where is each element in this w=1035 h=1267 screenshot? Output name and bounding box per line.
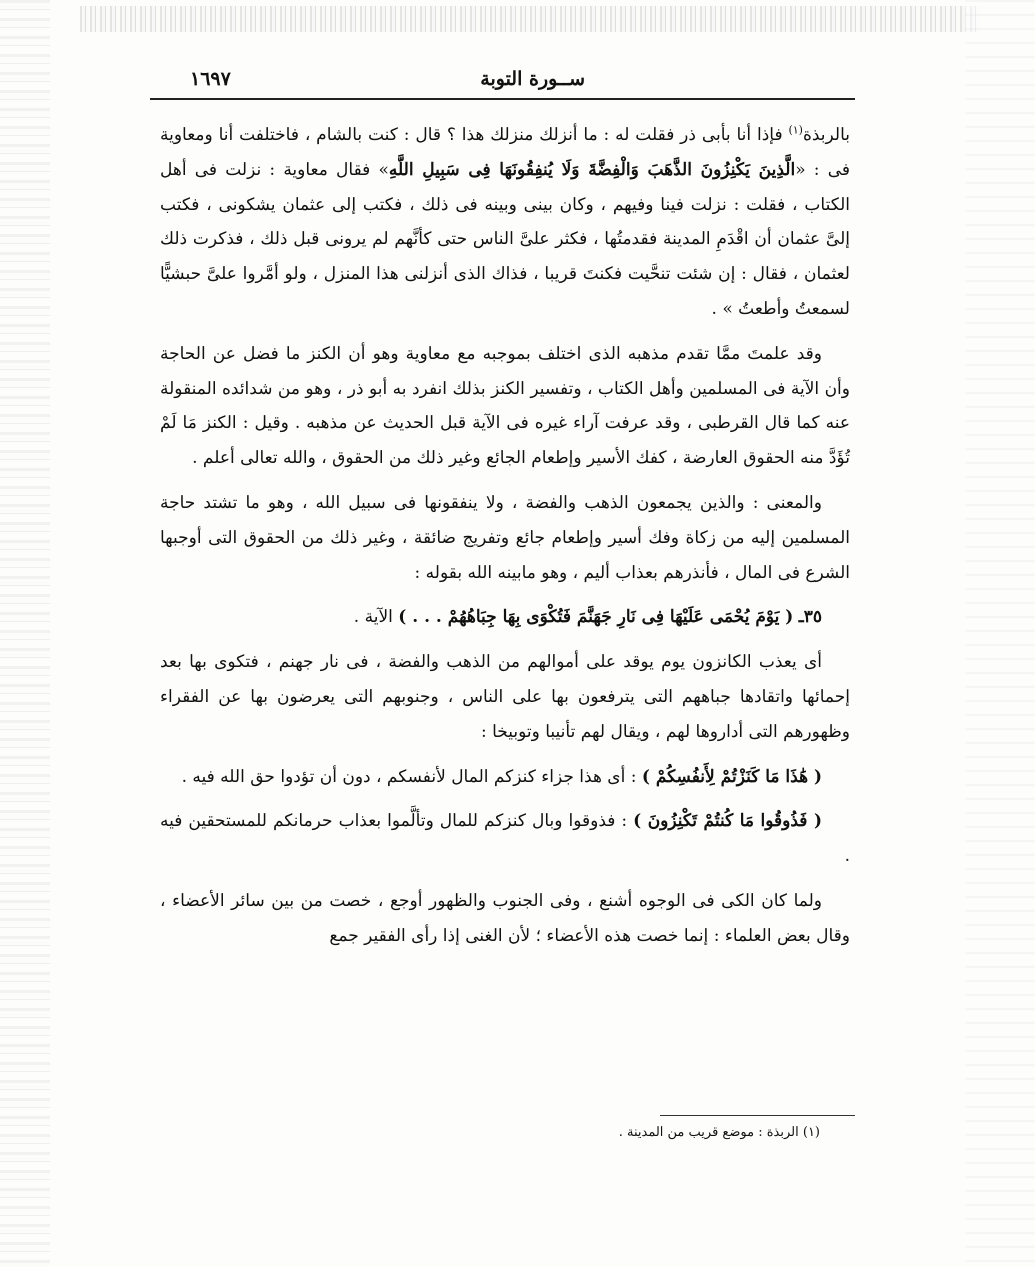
verse-suffix: الآية . (353, 607, 399, 628)
paragraph-1 (160, 118, 850, 327)
verse-quote-1: ( هَٰذَا مَا كَنَزْتُمْ لِأَنفُسِكُمْ ) (641, 766, 822, 787)
paragraph-7 (160, 804, 850, 874)
verse-number: ٣٥ـ (798, 607, 822, 628)
footnote-text: الربذة : موضع قريب من المدينة . (618, 1125, 799, 1140)
paragraph-2: وقد علمتَ ممَّا تقدم مذهبه الذى اختلف بموجبه مع معاوية وهو أن الكنز ما فضل عن الحاجة وأن الآية فى المسلمين وأهل الكتاب ، وتفسير الكنز بذلك انفرد به أبو ذر ، وهو من شدائده المنقولة عنه كما قال القرطبى ، وقد عرفت آراء غيره فى الآية قبل الحديث عن مذهبه . وقيل : الكنز مَا لَمْ تُؤَدَّ منه الحقوق العارضة ، كفك الأسير وإطعام الجائع وغير ذلك من الحقوق ، والله تعالى أعلم . (160, 343, 850, 469)
quran-quote: الَّذِينَ يَكْنِزُونَ الذَّهَبَ وَالْفِضَّةَ وَلَا يُنفِقُونَهَا فِى سَبِيلِ اللَّهِ (388, 159, 796, 180)
surah-title: ســورة التوبة (480, 68, 585, 90)
paragraph-5: أى يعذب الكانزون يوم يوقد على أموالهم من الذهب والفضة ، فى نار جهنم ، فتكوى بها بعد إحمائها واتقادها جباههم التى يترفعون بها على الناس ، وجنوبهم التى يعرضون بها عن الفقراء وظهورهم التى أداروها لهم ، ويقال لهم تأنيبا وتوبيخا : (160, 652, 850, 742)
paragraph-7-text: : فذوقوا وبال كنزكم للمال وتألَّموا بعذاب حرمانكم للمستحقين فيه . (160, 811, 850, 867)
footnote-number: (١) (802, 1125, 820, 1140)
paragraph-6-text: : أى هذا جزاء كنزكم المال لأنفسكم ، دون أن تؤدوا حق الله فيه . (181, 766, 642, 787)
paragraph-1-lead: بالربذة (802, 125, 850, 145)
footnote-marker: (١) (788, 123, 803, 137)
verse-quote-2: ( فَذُوقُوا مَا كُنتُمْ تَكْنِزُونَ ) (633, 811, 822, 832)
paragraph-6 (160, 760, 850, 795)
paragraph-8: ولما كان الكى فى الوجوه أشنع ، وفى الجنوب والظهور أوجع ، خصت من بين سائر الأعضاء ، وقال بعض العلماء : إنما خصت هذه الأعضاء ؛ لأن الغنى إذا رأى الفقير جمع (160, 890, 850, 946)
paragraph-1-rest: » فقال معاوية : نزلت فى أهل الكتاب ، فقلت : نزلت فينا وفيهم ، وكان بينى وبينه فى ذلك ، فكتب إلى عثمان يشكونى ، فكتب إلىَّ عثمان أن اقْدَمِ المدينة فقدمتُها ، فكثر علىَّ الناس حتى كأنَّهم لم يرونى قبل ذلك ، فذكرت ذلك لعثمان ، فقال : إن شئت تنحَّيت فكنتَ قريبا ، فذاك الذى أنزلنى هذا المنزل ، ولو أمَّروا علىَّ حبشيًّا لسمعتُ وأطعتُ » . (160, 159, 850, 319)
main-text (160, 118, 850, 964)
footnote-rule (660, 1115, 855, 1116)
paragraph-3: والمعنى : والذين يجمعون الذهب والفضة ، ولا ينفقونها فى سبيل الله ، وهو ما تشتد حاجة المسلمين إليه من زكاة وفك أسير وإطعام جائع وتفريج ضائقة ، وغير ذلك من الحقوق التى أوجبها الشرع فى المال ، فأنذرهم بعذاب أليم ، وهو مابينه الله بقوله : (160, 492, 850, 583)
paragraph-1-text: فإذا أنا بأبى ذر فقلت له : ما أنزلك منزلك هذا ؟ قال : كنت بالشام ، فاختلفت أنا ومعاوية فى : « (160, 125, 850, 180)
verse-text: ( يَوْمَ يُحْمَى عَلَيْهَا فِى نَارِ جَهَنَّمَ فَتُكْوَى بِهَا جِبَاهُهُمْ . . . ) (398, 607, 794, 628)
footnote (380, 1122, 820, 1144)
running-header (150, 62, 855, 98)
verse-35 (160, 600, 850, 635)
scan-noise-right (965, 0, 1035, 1267)
header-rule (150, 98, 855, 100)
scan-noise-top (80, 6, 980, 32)
scan-noise-left (0, 0, 50, 1267)
page-number: ١٦٩٧ (190, 68, 231, 90)
